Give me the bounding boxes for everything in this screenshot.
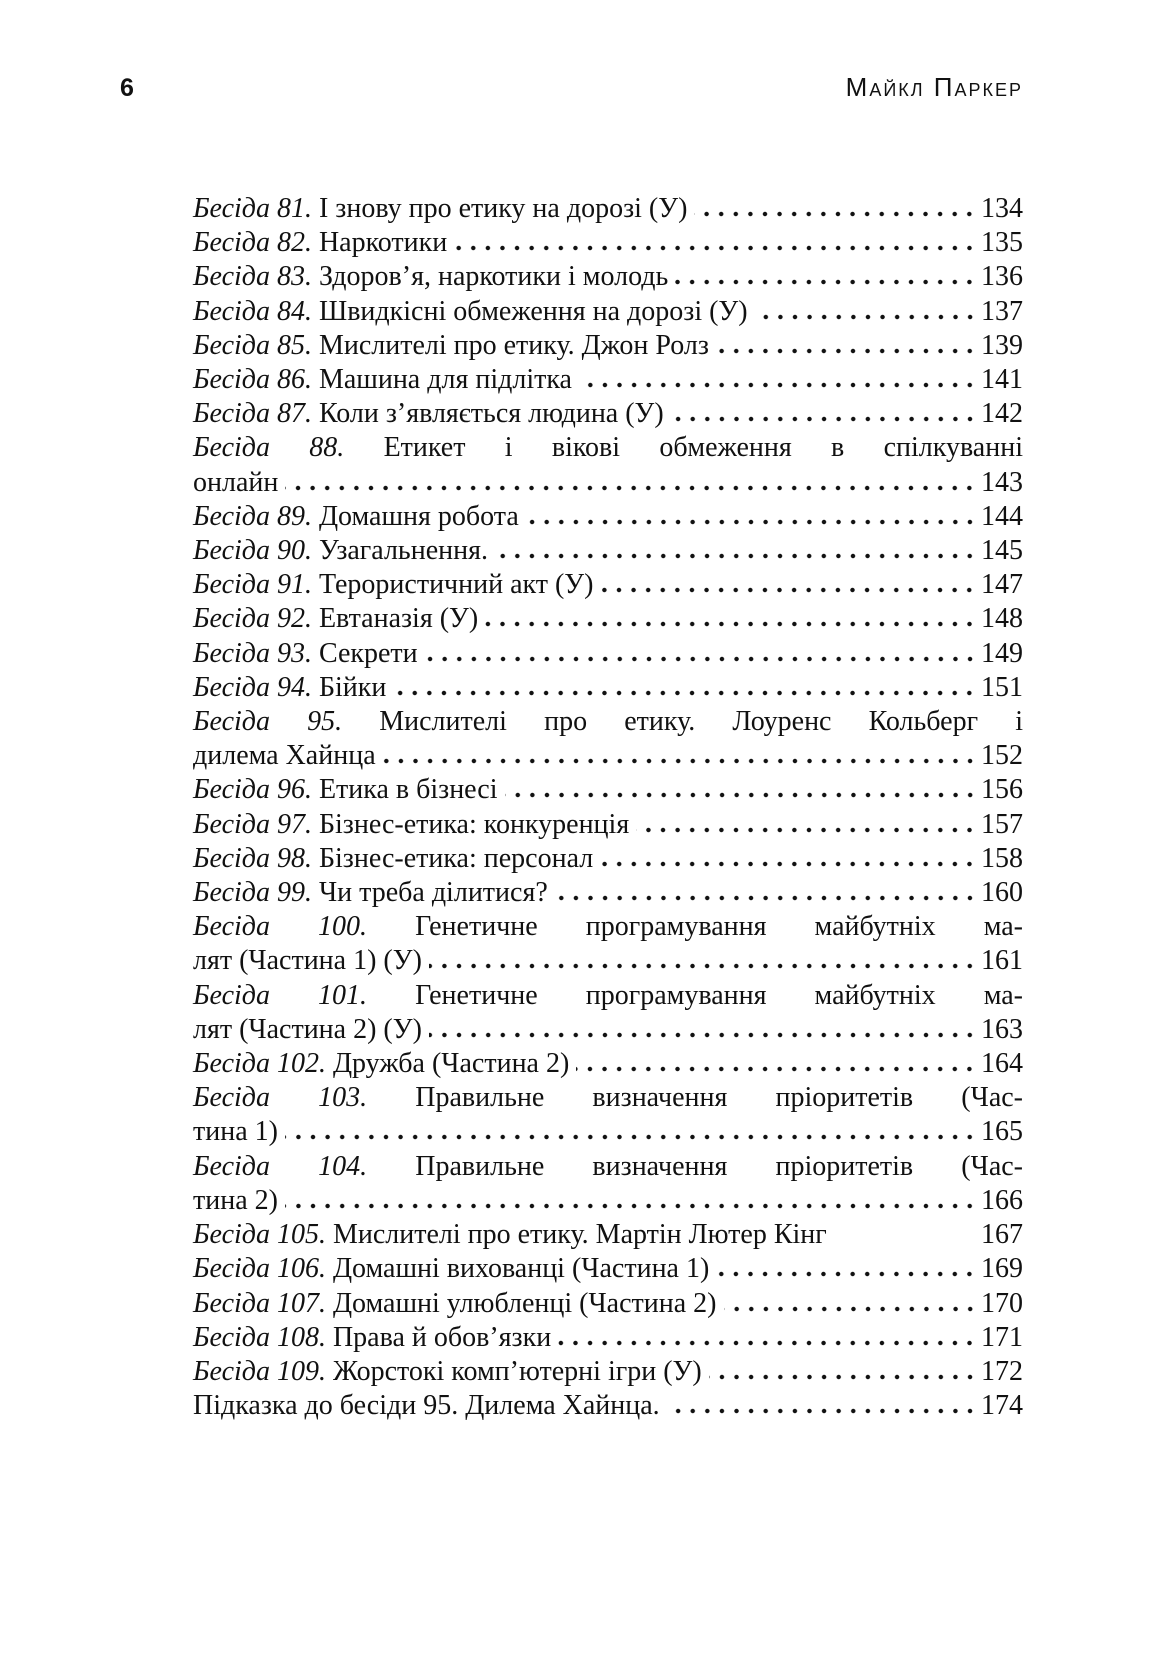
toc-entry-text (193, 773, 498, 807)
toc-entry-text (193, 432, 1023, 463)
toc-entry (193, 602, 1023, 636)
table-of-contents (193, 192, 1023, 1423)
toc-entry-text (193, 876, 548, 910)
toc-page-number: 147 (981, 569, 1023, 601)
dot-leader (425, 639, 977, 662)
toc-entry (193, 192, 1023, 226)
toc-entry-text (193, 397, 664, 431)
toc-entry (193, 739, 1023, 773)
toc-entry-text (193, 1151, 1023, 1182)
toc-entry-title: тина 1) (193, 1116, 278, 1148)
toc-entry-text (193, 1082, 1023, 1113)
toc-page-number: 149 (981, 637, 1023, 669)
toc-entry-title: Генетичне програмування майбутніх ма- (415, 979, 1024, 1011)
toc-entry-label: Бесіда 86. (193, 364, 312, 396)
toc-entry-label: Бесіда 85. (193, 329, 312, 361)
toc-entry (193, 1321, 1023, 1355)
toc-page-number: 172 (981, 1355, 1023, 1387)
toc-entry (193, 1287, 1023, 1321)
toc-entry (193, 329, 1023, 363)
toc-page-number: 160 (981, 877, 1023, 909)
toc-entry-text (193, 1389, 660, 1423)
toc-entry-title: тина 2) (193, 1184, 278, 1216)
toc-entry-title: Права й обов’язки (332, 1321, 552, 1353)
toc-page-number: 169 (981, 1253, 1023, 1285)
toc-page-number: 152 (981, 740, 1023, 772)
toc-entry-text (193, 739, 376, 773)
toc-entry-label: Бесіда 82. (193, 227, 312, 259)
toc-entry (193, 397, 1023, 431)
toc-entry-title: дилема Хайнца (193, 740, 376, 772)
toc-page-number: 165 (981, 1116, 1023, 1148)
toc-entry-title: Правильне визначення пріоритетів (Час- (415, 1150, 1023, 1182)
toc-entry-label: Бесіда 88. (193, 432, 345, 464)
toc-page-number: 136 (981, 261, 1023, 293)
toc-page-number: 161 (981, 945, 1023, 977)
toc-entry (193, 979, 1023, 1013)
toc-entry-title: Секрети (318, 637, 418, 669)
toc-page-number: 151 (981, 671, 1023, 703)
toc-entry-title: Бізнес-етика: конкуренція (318, 808, 630, 840)
toc-entry-label: Бесіда 104. (193, 1150, 368, 1182)
toc-page-number: 145 (981, 535, 1023, 567)
toc-entry (193, 705, 1023, 739)
dot-leader (429, 947, 977, 970)
toc-entry-title: лят (Частина 2) (У) (193, 1013, 422, 1045)
toc-entry-title: Етикет і вікові обмеження в спілкуванні (383, 432, 1023, 464)
toc-entry (193, 1115, 1023, 1149)
toc-entry (193, 944, 1023, 978)
dot-leader (675, 262, 977, 285)
toc-entry-title: Домашні вихованці (Частина 1) (332, 1253, 710, 1285)
toc-entry-text (193, 602, 478, 636)
toc-entry-label: Бесіда 99. (193, 877, 312, 909)
toc-entry (193, 1081, 1023, 1115)
dot-leader (694, 194, 977, 217)
toc-page-number: 144 (981, 500, 1023, 532)
toc-entry-text (193, 637, 418, 671)
toc-entry-label: Бесіда 98. (193, 842, 312, 874)
toc-entry-text (193, 1218, 827, 1252)
toc-entry-text (193, 1321, 551, 1355)
toc-entry-text (193, 706, 1023, 737)
toc-entry-title: Правильне визначення пріоритетів (Час- (415, 1082, 1023, 1114)
dot-leader (724, 1289, 978, 1312)
toc-entry-text (193, 980, 1023, 1011)
dot-leader (716, 331, 977, 354)
toc-entry-title: Здоров’я, наркотики і молодь (318, 261, 669, 293)
toc-entry-text (193, 671, 386, 705)
toc-entry (193, 1252, 1023, 1286)
dot-leader (383, 741, 977, 764)
toc-entry-text (193, 911, 1023, 942)
toc-entry-text (193, 568, 593, 602)
toc-entry (193, 773, 1023, 807)
toc-entry (193, 876, 1023, 910)
toc-entry (193, 466, 1023, 500)
toc-entry-text (193, 295, 748, 329)
dot-leader (709, 1357, 977, 1380)
toc-page-number: 143 (981, 466, 1023, 498)
toc-entry-title: І знову про етику на дорозі (У) (318, 193, 688, 224)
toc-entry-text (193, 534, 488, 568)
toc-page-number: 171 (981, 1321, 1023, 1353)
toc-entry-label: Бесіда 95. (193, 706, 343, 738)
toc-entry (193, 1184, 1023, 1218)
dot-leader (526, 502, 977, 525)
toc-entry (193, 1013, 1023, 1047)
dot-leader (576, 1049, 977, 1072)
toc-entry-text (193, 500, 519, 534)
toc-entry-label: Бесіда 81. (193, 193, 312, 224)
toc-entry-title: лят (Частина 1) (У) (193, 945, 422, 977)
toc-entry-label: Бесіда 93. (193, 637, 312, 669)
toc-entry-title: Чи треба ділитися? (318, 877, 548, 909)
dot-leader (671, 399, 977, 422)
toc-page-number: 142 (981, 398, 1023, 430)
toc-entry-label: Бесіда 96. (193, 774, 312, 806)
dot-leader (555, 878, 977, 901)
toc-entry (193, 1047, 1023, 1081)
toc-entry-label: Бесіда 109. (193, 1355, 326, 1387)
toc-entry (193, 842, 1023, 876)
toc-entry-title: Жорстокі комп’ютерні ігри (У) (332, 1355, 702, 1387)
toc-entry-text (193, 1184, 278, 1218)
toc-entry (193, 1389, 1023, 1423)
toc-entry-title: Евтаназія (У) (318, 603, 479, 635)
toc-entry-title: Підказка до бесіди 95. Дилема Хайнца. (193, 1390, 660, 1422)
toc-entry-text (193, 192, 687, 226)
toc-entry (193, 295, 1023, 329)
toc-entry-title: Мислителі про етику. Мартін Лютер Кінг (332, 1219, 827, 1251)
toc-entry (193, 1218, 1023, 1252)
dot-leader (285, 468, 977, 491)
toc-page-number: 134 (981, 193, 1023, 224)
dot-leader (579, 365, 977, 388)
dot-leader (485, 604, 977, 627)
toc-entry-label: Бесіда 92. (193, 603, 312, 635)
toc-entry-title: Мислителі про етику. Джон Ролз (318, 329, 709, 361)
page-header (120, 72, 1023, 103)
toc-page-number: 139 (981, 329, 1023, 361)
toc-entry-text (193, 260, 668, 294)
dot-leader (454, 228, 977, 251)
toc-entry-text (193, 944, 422, 978)
toc-entry-text (193, 1252, 709, 1286)
toc-entry (193, 671, 1023, 705)
toc-entry-title: Наркотики (318, 227, 448, 259)
toc-entry-text (193, 1115, 278, 1149)
toc-entry-title: Бізнес-етика: персонал (318, 842, 594, 874)
dot-leader (636, 810, 977, 833)
toc-entry-label: Бесіда 83. (193, 261, 312, 293)
dot-leader (600, 570, 977, 593)
toc-entry-label: Бесіда 107. (193, 1287, 326, 1319)
dot-leader (755, 297, 977, 320)
dot-leader (393, 673, 977, 696)
toc-entry-title: Бійки (318, 671, 387, 703)
toc-page-number: 174 (981, 1390, 1023, 1422)
toc-entry (193, 226, 1023, 260)
toc-page-number: 167 (981, 1219, 1023, 1251)
dot-leader (716, 1254, 977, 1277)
toc-entry-text (193, 226, 447, 260)
toc-entry-text (193, 329, 709, 363)
toc-entry-label: Бесіда 97. (193, 808, 312, 840)
toc-entry-text (193, 808, 629, 842)
dot-leader (495, 536, 977, 559)
toc-entry (193, 1355, 1023, 1389)
toc-entry (193, 637, 1023, 671)
toc-entry (193, 1150, 1023, 1184)
toc-entry-title: Етика в бізнесі (318, 774, 498, 806)
dot-leader (285, 1186, 977, 1209)
toc-page-number: 158 (981, 842, 1023, 874)
toc-entry (193, 431, 1023, 465)
toc-entry-title: Коли з’являється людина (У) (318, 398, 664, 430)
toc-entry (193, 568, 1023, 602)
toc-entry (193, 910, 1023, 944)
running-title: Майкл Паркер (845, 72, 1023, 102)
toc-entry (193, 500, 1023, 534)
toc-page-number: 148 (981, 603, 1023, 635)
toc-entry-title: Мислителі про етику. Лоуренс Кольберг і (379, 706, 1023, 738)
toc-entry-text (193, 1355, 702, 1389)
toc-entry-label: Бесіда 103. (193, 1082, 368, 1114)
toc-entry-label: Бесіда 108. (193, 1321, 326, 1353)
dot-leader (429, 1015, 977, 1038)
dot-leader (285, 1118, 977, 1141)
toc-page-number: 135 (981, 227, 1023, 259)
toc-entry-title: Дружба (Частина 2) (332, 1048, 570, 1080)
toc-entry-label: Бесіда 87. (193, 398, 312, 430)
page-number: 6 (120, 74, 135, 102)
toc-entry-title: Домашня робота (318, 500, 519, 532)
toc-entry (193, 808, 1023, 842)
dot-leader (558, 1323, 977, 1346)
toc-entry-label: Бесіда 101. (193, 979, 368, 1011)
toc-entry (193, 260, 1023, 294)
toc-entry (193, 534, 1023, 568)
toc-page-number: 157 (981, 808, 1023, 840)
toc-entry-title: Машина для підлітка (318, 364, 572, 396)
toc-page-number: 163 (981, 1013, 1023, 1045)
toc-entry-text (193, 363, 572, 397)
toc-entry-label: Бесіда 90. (193, 535, 312, 567)
dot-leader (600, 844, 977, 867)
toc-page-number: 137 (981, 295, 1023, 327)
toc-entry-label: Бесіда 106. (193, 1253, 326, 1285)
toc-entry-label: Бесіда 105. (193, 1219, 326, 1251)
toc-entry-text (193, 842, 593, 876)
dot-leader (505, 776, 977, 799)
toc-entry-text (193, 1013, 422, 1047)
toc-entry-text (193, 1287, 717, 1321)
toc-entry-label: Бесіда 91. (193, 569, 312, 601)
dot-leader (667, 1391, 977, 1414)
toc-page-number: 164 (981, 1048, 1023, 1080)
toc-page-number: 141 (981, 364, 1023, 396)
toc-entry-title: Генетичне програмування майбутніх ма- (415, 911, 1024, 943)
toc-entry-text (193, 1047, 569, 1081)
toc-entry-text (193, 466, 278, 500)
toc-entry-label: Бесіда 94. (193, 671, 312, 703)
toc-entry-title: Терористичний акт (У) (318, 569, 594, 601)
toc-entry-label: Бесіда 102. (193, 1048, 326, 1080)
toc-page-number: 156 (981, 774, 1023, 806)
toc-entry-title: Швидкісні обмеження на дорозі (У) (318, 295, 748, 327)
toc-page-number: 170 (981, 1287, 1023, 1319)
toc-page-number: 166 (981, 1184, 1023, 1216)
toc-entry-title: онлайн (193, 466, 279, 498)
toc-entry-title: Домашні улюбленці (Частина 2) (332, 1287, 717, 1319)
toc-entry-label: Бесіда 100. (193, 911, 368, 943)
toc-entry-label: Бесіда 89. (193, 500, 312, 532)
toc-entry-title: Узагальнення. (318, 535, 488, 567)
toc-entry-label: Бесіда 84. (193, 295, 312, 327)
toc-entry (193, 363, 1023, 397)
